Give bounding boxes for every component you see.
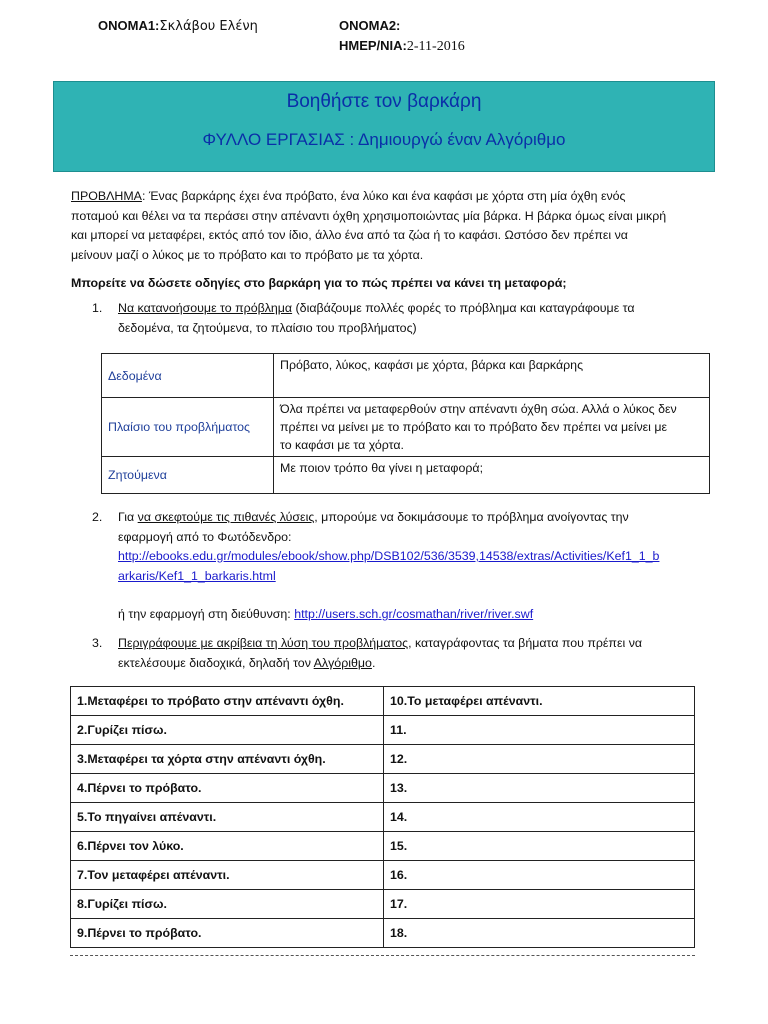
- banner-subtitle: ΦΥΛΛΟ ΕΡΓΑΣΙΑΣ : Δημιουργώ έναν Αλγόριθμο: [202, 130, 566, 149]
- problem-label: ΠΡΟΒΛΗΜΑ: [71, 189, 142, 203]
- algorithm-step-cell: 11.: [384, 716, 695, 745]
- step-2-heading: να σκεφτούμε τις πιθανές λύσεις: [137, 510, 315, 524]
- step-3-heading: Περιγράφουμε με ακρίβεια τη λύση του προβλήματος: [118, 636, 409, 650]
- algorithm-step-cell: 4.Πέρνει το πρόβατο.: [71, 774, 384, 803]
- step-2-alt-text: ή την εφαρμογή στη διεύθυνση:: [118, 607, 295, 621]
- table-row: [71, 774, 695, 803]
- step-1-heading: Να κατανοήσουμε το πρόβλημα: [118, 301, 293, 315]
- algorithm-step-cell: 14.: [384, 803, 695, 832]
- analysis-label: Πλαίσιο του προβλήματος: [102, 398, 274, 457]
- problem-line-2: ποταμού και θέλει να τα περάσει στην απέναντι όχθη χρησιμοποιώντας μία βάρκα. Η βάρκα όμως είναι μικρή: [71, 208, 667, 223]
- date-value: 2-11-2016: [406, 39, 465, 54]
- photodendro-link[interactable]: http://ebooks.edu.gr/modules/ebook/show.php/DSB102/536/3539,14538/extras/Activities/Kef1_1_b: [118, 549, 660, 563]
- algorithm-step-cell: 15.: [384, 832, 695, 861]
- algorithm-word: Αλγόριθμο: [313, 655, 372, 670]
- algorithm-step-cell: 1.Μεταφέρει το πρόβατο στην απέναντι όχθη.: [71, 687, 384, 716]
- table-row: [71, 716, 695, 745]
- table-row: [102, 354, 710, 398]
- step-1-number: 1.: [92, 301, 103, 315]
- algorithm-step-cell: 18.: [384, 919, 695, 948]
- table-row: [71, 890, 695, 919]
- analysis-value-line: Με ποιον τρόπο θα γίνει η μεταφορά;: [280, 461, 484, 475]
- table-row: [71, 919, 695, 948]
- step-3-number: 3.: [92, 636, 103, 650]
- algorithm-table: [70, 686, 695, 948]
- analysis-value: [274, 457, 710, 494]
- name1-value: Σκλάβου Ελένη: [159, 19, 258, 34]
- analysis-value: [274, 398, 710, 457]
- step-3-text-1: , καταγράφοντας τα βήματα που πρέπει να: [408, 636, 643, 650]
- analysis-table: [101, 353, 710, 494]
- river-app-link[interactable]: http://users.sch.gr/cosmathan/river/river.swf: [294, 607, 534, 621]
- table-row: [102, 457, 710, 494]
- algorithm-step-cell: 12.: [384, 745, 695, 774]
- problem-line-3: και μπορεί να μεταφέρει, εκτός από τον ίδιο, άλλο ένα από τα ζώα ή το καφάσι. Ωστόσο δεν πρέπει να: [71, 228, 628, 242]
- step-2-text-2: εφαρμογή από το Φωτόδενδρο:: [118, 529, 292, 544]
- analysis-label: Ζητούμενα: [102, 457, 274, 494]
- table-row: [71, 832, 695, 861]
- table-row: [71, 803, 695, 832]
- step-1-text-1: (διαβάζουμε πολλές φορές το πρόβλημα και καταγράφουμε τα: [292, 301, 635, 315]
- question-text: Μπορείτε να δώσετε οδηγίες στο βαρκάρη για το πώς πρέπει να κάνει τη μεταφορά;: [71, 276, 567, 290]
- step-2-pre: Για: [118, 510, 138, 524]
- dashed-divider: [70, 955, 695, 956]
- step-3-period: .: [371, 655, 376, 670]
- analysis-value-line: πρέπει να μείνει με το πρόβατο και το πρόβατο δεν πρέπει να μείνει με: [280, 420, 668, 434]
- problem-line-4: μείνουν μαζί ο λύκος με το πρόβατο και το πρόβατο με τα χόρτα.: [71, 247, 424, 262]
- analysis-label: Δεδομένα: [102, 354, 274, 398]
- name1-label: ΟΝΟΜΑ1:: [98, 18, 160, 33]
- algorithm-step-cell: 17.: [384, 890, 695, 919]
- algorithm-step-cell: 6.Πέρνει τον λύκο.: [71, 832, 384, 861]
- photodendro-link-continued[interactable]: arkaris/Kef1_1_barkaris.html: [118, 568, 276, 583]
- algorithm-step-cell: 8.Γυρίζει πίσω.: [71, 890, 384, 919]
- step-2-number: 2.: [92, 510, 103, 524]
- algorithm-step-cell: 2.Γυρίζει πίσω.: [71, 716, 384, 745]
- date-field: [339, 38, 465, 55]
- algorithm-step-cell: 7.Τον μεταφέρει απέναντι.: [71, 861, 384, 890]
- date-label: ΗΜΕΡ/ΝΙΑ:: [339, 38, 407, 53]
- algorithm-step-cell: 13.: [384, 774, 695, 803]
- analysis-value-line: Όλα πρέπει να μεταφερθούν στην απέναντι όχθη σώα. Αλλά ο λύκος δεν: [280, 402, 677, 416]
- algorithm-step-cell: 9.Πέρνει το πρόβατο.: [71, 919, 384, 948]
- algorithm-step-cell: 10.Το μεταφέρει απέναντι.: [384, 687, 695, 716]
- banner-title: Βοηθήστε τον βαρκάρη: [286, 91, 482, 112]
- name1-field: [98, 18, 258, 34]
- step-3-text-2: εκτελέσουμε διαδοχικά, δηλαδή τον: [118, 655, 314, 670]
- table-row: [71, 745, 695, 774]
- problem-colon: :: [141, 189, 146, 203]
- name2-label: ΟΝΟΜΑ2:: [339, 18, 401, 33]
- title-banner: [53, 81, 715, 172]
- analysis-value-line: το καφάσι με τα χόρτα.: [280, 438, 404, 452]
- algorithm-step-cell: 16.: [384, 861, 695, 890]
- algorithm-step-cell: 5.Το πηγαίνει απέναντι.: [71, 803, 384, 832]
- step-1-text-2: δεδομένα, τα ζητούμενα, το πλαίσιο του προβλήματος): [118, 320, 417, 335]
- table-row: [102, 398, 710, 457]
- algorithm-step-cell: 3.Μεταφέρει τα χόρτα στην απέναντι όχθη.: [71, 745, 384, 774]
- problem-line-1: Ένας βαρκάρης έχει ένα πρόβατο, ένα λύκο και ένα καφάσι με χόρτα στη μία όχθη ενός: [145, 189, 626, 203]
- table-row: [71, 687, 695, 716]
- table-row: [71, 861, 695, 890]
- step-2-text-1: , μπορούμε να δοκιμάσουμε το πρόβλημα ανοίγοντας την: [314, 510, 629, 524]
- name2-field: [339, 18, 400, 33]
- problem-statement: [71, 187, 707, 265]
- analysis-value: [274, 354, 710, 398]
- analysis-value-line: Πρόβατο, λύκος, καφάσι με χόρτα, βάρκα και βαρκάρης: [280, 358, 584, 372]
